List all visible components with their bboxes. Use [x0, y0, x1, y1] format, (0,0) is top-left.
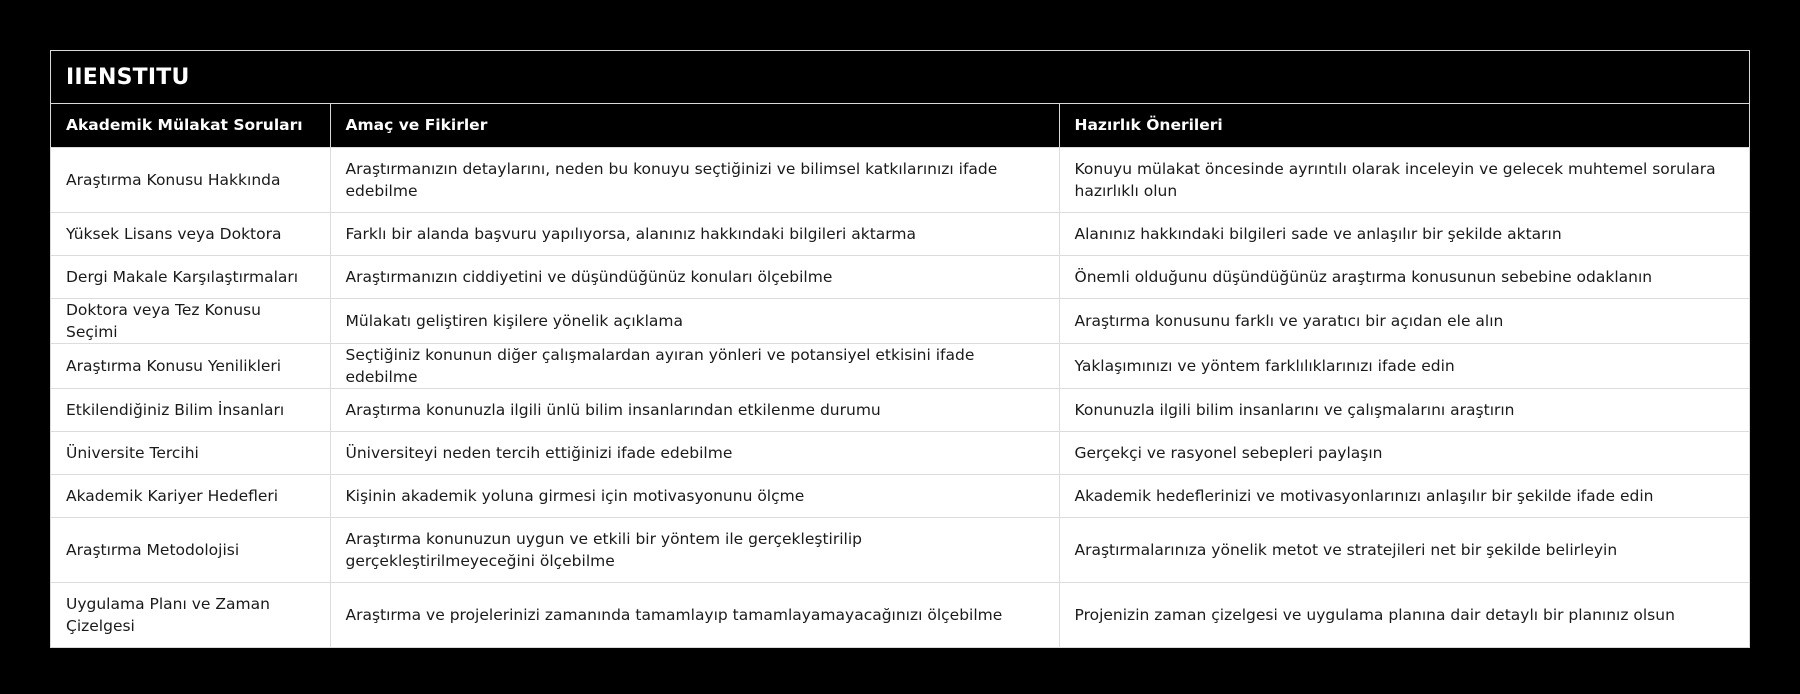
cell-preparation: Alanınız hakkındaki bilgileri sade ve anlaşılır bir şekilde aktarın	[1059, 212, 1749, 255]
cell-purpose: Araştırmanızın ciddiyetini ve düşündüğünüz konuları ölçebilme	[330, 255, 1059, 298]
cell-question: Araştırma Konusu Hakkında	[51, 147, 330, 212]
cell-question: Yüksek Lisans veya Doktora	[51, 212, 330, 255]
cell-purpose: Araştırma konunuzun uygun ve etkili bir yöntem ile gerçekleştirilip gerçekleştirilmeyeceğini ölçebilme	[330, 517, 1059, 582]
cell-question: Doktora veya Tez Konusu Seçimi	[51, 298, 330, 343]
table-row	[51, 582, 1749, 647]
table-row	[51, 255, 1749, 298]
cell-preparation: Önemli olduğunu düşündüğünüz araştırma konusunun sebebine odaklanın	[1059, 255, 1749, 298]
cell-preparation: Gerçekçi ve rasyonel sebepleri paylaşın	[1059, 431, 1749, 474]
cell-preparation: Yaklaşımınızı ve yöntem farklılıklarınızı ifade edin	[1059, 343, 1749, 388]
table-row	[51, 474, 1749, 517]
table-row	[51, 298, 1749, 343]
cell-preparation: Konunuzla ilgili bilim insanlarını ve çalışmalarını araştırın	[1059, 388, 1749, 431]
cell-purpose: Araştırmanızın detaylarını, neden bu konuyu seçtiğinizi ve bilimsel katkılarınızı ifade edebilme	[330, 147, 1059, 212]
column-header-purpose: Amaç ve Fikirler	[330, 104, 1059, 147]
cell-preparation: Konuyu mülakat öncesinde ayrıntılı olarak inceleyin ve gelecek muhtemel sorulara hazırlıklı olun	[1059, 147, 1749, 212]
data-table-container	[50, 50, 1750, 648]
cell-preparation: Araştırmalarınıza yönelik metot ve stratejileri net bir şekilde belirleyin	[1059, 517, 1749, 582]
cell-purpose: Araştırma konunuzla ilgili ünlü bilim insanlarından etkilenme durumu	[330, 388, 1059, 431]
cell-question: Akademik Kariyer Hedefleri	[51, 474, 330, 517]
interview-questions-table	[51, 104, 1749, 647]
table-row	[51, 517, 1749, 582]
column-header-questions: Akademik Mülakat Soruları	[51, 104, 330, 147]
column-header-preparation: Hazırlık Önerileri	[1059, 104, 1749, 147]
table-row	[51, 147, 1749, 212]
cell-purpose: Araştırma ve projelerinizi zamanında tamamlayıp tamamlayamayacağınızı ölçebilme	[330, 582, 1059, 647]
cell-question: Araştırma Metodolojisi	[51, 517, 330, 582]
cell-purpose: Üniversiteyi neden tercih ettiğinizi ifade edebilme	[330, 431, 1059, 474]
cell-purpose: Kişinin akademik yoluna girmesi için motivasyonunu ölçme	[330, 474, 1059, 517]
cell-purpose: Mülakatı geliştiren kişilere yönelik açıklama	[330, 298, 1059, 343]
cell-purpose: Farklı bir alanda başvuru yapılıyorsa, alanınız hakkındaki bilgileri aktarma	[330, 212, 1059, 255]
cell-question: Uygulama Planı ve Zaman Çizelgesi	[51, 582, 330, 647]
header-row	[51, 104, 1749, 147]
table-row	[51, 212, 1749, 255]
cell-preparation: Akademik hedeflerinizi ve motivasyonlarınızı anlaşılır bir şekilde ifade edin	[1059, 474, 1749, 517]
cell-preparation: Araştırma konusunu farklı ve yaratıcı bir açıdan ele alın	[1059, 298, 1749, 343]
cell-purpose: Seçtiğiniz konunun diğer çalışmalardan ayıran yönleri ve potansiyel etkisini ifade edebilme	[330, 343, 1059, 388]
cell-question: Üniversite Tercihi	[51, 431, 330, 474]
table-row	[51, 431, 1749, 474]
table-row	[51, 388, 1749, 431]
cell-question: Etkilendiğiniz Bilim İnsanları	[51, 388, 330, 431]
cell-question: Araştırma Konusu Yenilikleri	[51, 343, 330, 388]
cell-question: Dergi Makale Karşılaştırmaları	[51, 255, 330, 298]
table-title: IIENSTITU	[51, 51, 1749, 104]
cell-preparation: Projenizin zaman çizelgesi ve uygulama planına dair detaylı bir planınız olsun	[1059, 582, 1749, 647]
table-row	[51, 343, 1749, 388]
